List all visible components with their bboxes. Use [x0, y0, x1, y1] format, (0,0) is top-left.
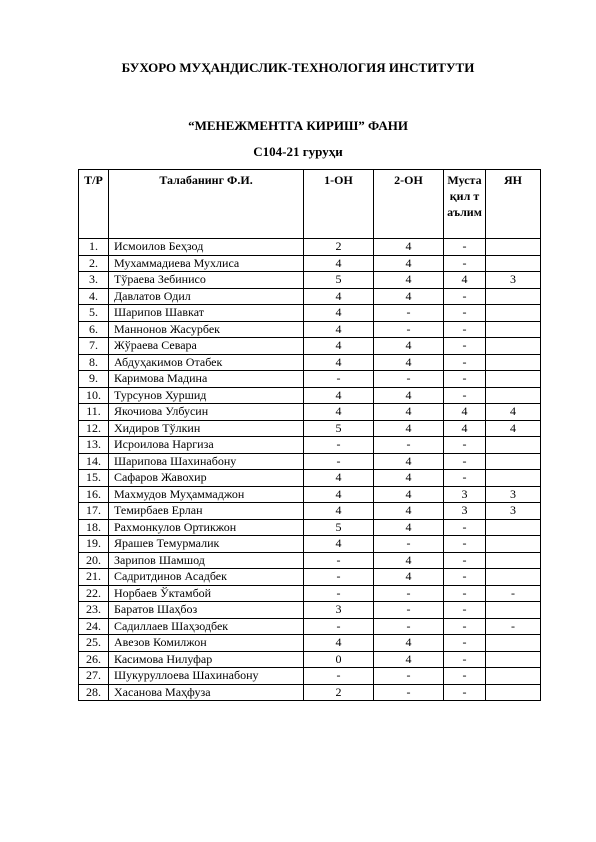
grade-yn — [486, 387, 541, 404]
grade-on2: - — [374, 602, 444, 619]
grade-yn: - — [486, 585, 541, 602]
row-number: 13. — [79, 437, 109, 454]
grade-on2: 4 — [374, 569, 444, 586]
table-row — [79, 404, 541, 421]
row-number: 1. — [79, 239, 109, 256]
grade-independent-study: - — [444, 569, 486, 586]
subject-title: “МЕНЕЖМЕНТГА КИРИШ” ФАНИ — [188, 118, 408, 133]
grade-independent-study: - — [444, 536, 486, 553]
grade-on1: 3 — [304, 602, 374, 619]
grade-on1: 2 — [304, 684, 374, 701]
grade-yn: 3 — [486, 272, 541, 289]
grade-independent-study: - — [444, 371, 486, 388]
table-row — [79, 470, 541, 487]
grade-on2: - — [374, 585, 444, 602]
table-row — [79, 618, 541, 635]
grade-on1: - — [304, 569, 374, 586]
grade-on1: - — [304, 453, 374, 470]
grade-independent-study: 4 — [444, 420, 486, 437]
student-name: Шарипова Шахинабону — [109, 453, 304, 470]
student-name: Хидиров Тўлкин — [109, 420, 304, 437]
grade-on1: - — [304, 437, 374, 454]
grade-yn — [486, 305, 541, 322]
grade-on2: - — [374, 668, 444, 685]
student-name: Садритдинов Асадбек — [109, 569, 304, 586]
grade-on2: 4 — [374, 503, 444, 520]
table-row — [79, 486, 541, 503]
grade-on2: 4 — [374, 239, 444, 256]
grade-on1: - — [304, 371, 374, 388]
student-name: Авезов Комилжон — [109, 635, 304, 652]
grade-independent-study: - — [444, 288, 486, 305]
grade-on2: - — [374, 305, 444, 322]
grade-yn — [486, 552, 541, 569]
row-number: 2. — [79, 255, 109, 272]
grade-independent-study: - — [444, 470, 486, 487]
grade-on1: 5 — [304, 519, 374, 536]
student-name: Темирбаев Ерлан — [109, 503, 304, 520]
grade-yn — [486, 635, 541, 652]
grade-on1: 4 — [304, 503, 374, 520]
table-row — [79, 255, 541, 272]
student-name: Садиллаев Шаҳзодбек — [109, 618, 304, 635]
row-number: 25. — [79, 635, 109, 652]
row-number: 19. — [79, 536, 109, 553]
row-number: 14. — [79, 453, 109, 470]
row-number: 18. — [79, 519, 109, 536]
grade-independent-study: 4 — [444, 404, 486, 421]
table-row — [79, 371, 541, 388]
grade-independent-study: - — [444, 552, 486, 569]
table-row — [79, 387, 541, 404]
grade-on1: 4 — [304, 321, 374, 338]
grade-yn — [486, 453, 541, 470]
grade-independent-study: 3 — [444, 486, 486, 503]
row-number: 16. — [79, 486, 109, 503]
grade-yn — [486, 684, 541, 701]
grade-yn — [486, 519, 541, 536]
student-name: Махмудов Муҳаммаджон — [109, 486, 304, 503]
grade-on1: 4 — [304, 404, 374, 421]
grade-yn — [486, 536, 541, 553]
table-header-row — [79, 170, 541, 239]
grade-independent-study: - — [444, 321, 486, 338]
grade-independent-study: - — [444, 453, 486, 470]
student-name: Абдуҳакимов Отабек — [109, 354, 304, 371]
col-header-on1: 1-ОН — [304, 170, 374, 239]
student-name: Давлатов Одил — [109, 288, 304, 305]
institute-title: БУХОРО МУҲАНДИСЛИК-ТЕХНОЛОГИЯ ИНСТИТУТИ — [121, 60, 475, 75]
table-row — [79, 684, 541, 701]
grade-on2: 4 — [374, 404, 444, 421]
student-name: Шарипов Шавкат — [109, 305, 304, 322]
grade-on2: 4 — [374, 651, 444, 668]
row-number: 3. — [79, 272, 109, 289]
row-number: 8. — [79, 354, 109, 371]
row-number: 5. — [79, 305, 109, 322]
table-row — [79, 453, 541, 470]
table-row — [79, 437, 541, 454]
grade-yn — [486, 239, 541, 256]
row-number: 26. — [79, 651, 109, 668]
table-row — [79, 338, 541, 355]
student-name: Мухаммадиева Мухлиса — [109, 255, 304, 272]
grade-on2: 4 — [374, 255, 444, 272]
grade-on2: 4 — [374, 486, 444, 503]
grade-independent-study: - — [444, 519, 486, 536]
grade-on1: 4 — [304, 255, 374, 272]
grade-on2: 4 — [374, 552, 444, 569]
table-row — [79, 305, 541, 322]
grade-independent-study: - — [444, 602, 486, 619]
row-number: 24. — [79, 618, 109, 635]
grade-on1: 4 — [304, 635, 374, 652]
grade-independent-study: - — [444, 354, 486, 371]
table-row — [79, 585, 541, 602]
row-number: 15. — [79, 470, 109, 487]
grade-independent-study: 3 — [444, 503, 486, 520]
col-header-number: Т/Р — [79, 170, 109, 239]
student-name: Ярашев Темурмалик — [109, 536, 304, 553]
row-number: 11. — [79, 404, 109, 421]
grades-table — [78, 169, 541, 701]
table-row — [79, 420, 541, 437]
grade-yn — [486, 338, 541, 355]
student-name: Каримова Мадина — [109, 371, 304, 388]
grade-yn: 3 — [486, 486, 541, 503]
table-row — [79, 668, 541, 685]
grade-yn — [486, 470, 541, 487]
row-number: 17. — [79, 503, 109, 520]
grade-on1: - — [304, 668, 374, 685]
row-number: 6. — [79, 321, 109, 338]
row-number: 7. — [79, 338, 109, 355]
grade-on2: - — [374, 536, 444, 553]
table-row — [79, 239, 541, 256]
grade-independent-study: - — [444, 618, 486, 635]
grade-yn — [486, 288, 541, 305]
grade-independent-study: - — [444, 635, 486, 652]
grade-on2: 4 — [374, 354, 444, 371]
student-name: Баратов Шаҳбоз — [109, 602, 304, 619]
row-number: 4. — [79, 288, 109, 305]
student-name: Касимова Нилуфар — [109, 651, 304, 668]
grade-on2: 4 — [374, 453, 444, 470]
table-row — [79, 651, 541, 668]
grade-on1: 4 — [304, 305, 374, 322]
row-number: 21. — [79, 569, 109, 586]
grade-on1: 4 — [304, 470, 374, 487]
grade-yn — [486, 371, 541, 388]
student-name: Зарипов Шамшод — [109, 552, 304, 569]
grade-on2: - — [374, 684, 444, 701]
grade-independent-study: - — [444, 255, 486, 272]
grade-on1: 5 — [304, 272, 374, 289]
row-number: 27. — [79, 668, 109, 685]
grade-on1: 2 — [304, 239, 374, 256]
grade-yn — [486, 668, 541, 685]
grade-on2: 4 — [374, 420, 444, 437]
grade-yn — [486, 602, 541, 619]
student-name: Турсунов Хуршид — [109, 387, 304, 404]
row-number: 9. — [79, 371, 109, 388]
grade-independent-study: - — [444, 668, 486, 685]
table-row — [79, 552, 541, 569]
col-header-yn: ЯН — [486, 170, 541, 239]
grade-on1: 4 — [304, 338, 374, 355]
grade-independent-study: - — [444, 239, 486, 256]
student-name: Рахмонкулов Ортикжон — [109, 519, 304, 536]
grade-on1: - — [304, 618, 374, 635]
grade-yn: 4 — [486, 404, 541, 421]
student-name: Маннонов Жасурбек — [109, 321, 304, 338]
grade-yn — [486, 321, 541, 338]
grade-independent-study: - — [444, 437, 486, 454]
grade-yn — [486, 255, 541, 272]
table-row — [79, 536, 541, 553]
grade-on2: 4 — [374, 387, 444, 404]
row-number: 10. — [79, 387, 109, 404]
grade-on1: 4 — [304, 536, 374, 553]
grade-on1: - — [304, 552, 374, 569]
student-name: Норбаев Ўктамбой — [109, 585, 304, 602]
grade-on1: 4 — [304, 486, 374, 503]
grade-on1: 4 — [304, 387, 374, 404]
grade-on2: 4 — [374, 519, 444, 536]
table-row — [79, 288, 541, 305]
grade-independent-study: - — [444, 684, 486, 701]
table-row — [79, 272, 541, 289]
grade-yn: 3 — [486, 503, 541, 520]
grade-independent-study: - — [444, 338, 486, 355]
grade-on2: - — [374, 437, 444, 454]
student-name: Сафаров Жавохир — [109, 470, 304, 487]
student-name: Жўраева Севара — [109, 338, 304, 355]
student-name: Якочиова Улбусин — [109, 404, 304, 421]
table-row — [79, 354, 541, 371]
row-number: 22. — [79, 585, 109, 602]
grade-independent-study: - — [444, 387, 486, 404]
grade-yn: - — [486, 618, 541, 635]
table-row — [79, 503, 541, 520]
grade-on1: 0 — [304, 651, 374, 668]
table-row — [79, 635, 541, 652]
grade-on2: - — [374, 618, 444, 635]
grade-yn — [486, 437, 541, 454]
col-header-independent-study: Мустақил таълим — [444, 170, 486, 239]
row-number: 20. — [79, 552, 109, 569]
grade-on2: 4 — [374, 470, 444, 487]
grade-on2: - — [374, 321, 444, 338]
grade-on1: 4 — [304, 288, 374, 305]
student-name: Шукуруллоева Шахинабону — [109, 668, 304, 685]
grade-on2: 4 — [374, 288, 444, 305]
row-number: 28. — [79, 684, 109, 701]
row-number: 23. — [79, 602, 109, 619]
grade-on1: 4 — [304, 354, 374, 371]
row-number: 12. — [79, 420, 109, 437]
table-row — [79, 321, 541, 338]
col-header-on2: 2-ОН — [374, 170, 444, 239]
grade-independent-study: - — [444, 585, 486, 602]
grade-on2: 4 — [374, 338, 444, 355]
student-name: Хасанова Маҳфуза — [109, 684, 304, 701]
grade-independent-study: - — [444, 651, 486, 668]
grade-on2: 4 — [374, 272, 444, 289]
grade-on2: 4 — [374, 635, 444, 652]
grade-yn — [486, 651, 541, 668]
grade-independent-study: 4 — [444, 272, 486, 289]
col-header-name: Талабанинг Ф.И. — [109, 170, 304, 239]
grade-yn — [486, 569, 541, 586]
grade-on1: - — [304, 585, 374, 602]
table-row — [79, 602, 541, 619]
grade-on1: 5 — [304, 420, 374, 437]
student-name: Исмоилов Беҳзод — [109, 239, 304, 256]
table-row — [79, 519, 541, 536]
grade-on2: - — [374, 371, 444, 388]
student-name: Исроилова Наргиза — [109, 437, 304, 454]
group-title: С104-21 гуруҳи — [253, 144, 343, 159]
student-name: Тўраева Зебинисо — [109, 272, 304, 289]
table-body — [79, 239, 541, 701]
table-row — [79, 569, 541, 586]
grade-yn: 4 — [486, 420, 541, 437]
grade-independent-study: - — [444, 305, 486, 322]
grade-yn — [486, 354, 541, 371]
